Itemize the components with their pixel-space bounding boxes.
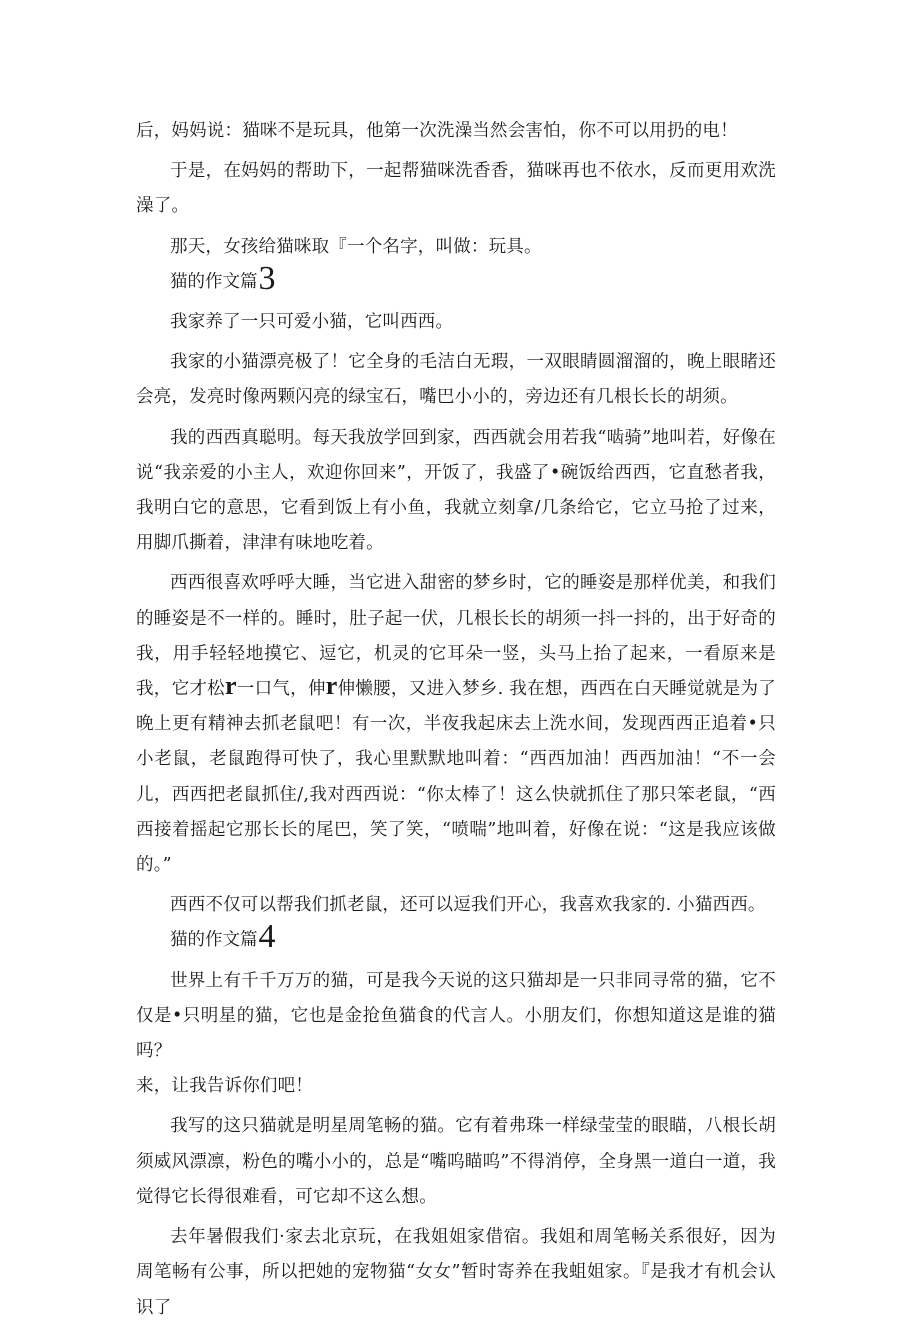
paragraph-3: 那天，女孩给猫咪取『一个名字，叫做：玩具。 xyxy=(170,236,542,257)
paragraph-12: 去年暑假我们·家去北京玩，在我姐姐家借宿。我姐和周笔畅关系很好，因为周笔畅有公事，所以把她的宠物猫“女女”暂时寄养在我蛆姐家。『是我才有机会认识了 xyxy=(136,1227,776,1318)
paragraph-5: 我家的小猫漂亮极了！它全身的毛洁白无瑕，一双眼睛圆溜溜的，晚上眼睹还会亮，发亮时像两颗闪亮的绿宝石，嘴巴小小的，旁边还有几根长长的胡须。 xyxy=(136,352,776,408)
paragraph-2: 于是，在妈妈的帮助下，一起帮猫咪洗香香，猫咪再也不依水，反而更用欢洗澡了。 xyxy=(136,161,776,217)
section-heading-label: 猫的作文篇 xyxy=(170,930,258,951)
paragraph-7-part-a: 西西很喜欢呼呼大睡，当它进入甜密的梦乡时，它的睡姿是那样优美，和我们的睡姿是不一样的。睡时，肚子起一伏，几根长长的胡须一抖一抖的，出于好奇的我，用手轻轻地摸它、逗它，机灵的它耳朵一竖，头马上抬了起来，一看原来是我，它才松 xyxy=(136,573,776,700)
section-heading-4 xyxy=(136,918,776,958)
paragraph-7 xyxy=(136,566,776,883)
paragraph-7-part-c: 伸懒腰，又进入梦乡. 我在想，西西在白天睡觉就是为了晚上更有精神去抓老鼠吧！有一次，半夜我起床去上洗水间，发现西西正追着•只小老鼠，老鼠跑得可快了，我心里默默地叫着：“西西加油！西西加油！“不一会儿，西西把老鼠抓住/,我对西西说：“你太棒了！这么快就抓住了那只笨老鼠，“西西接着摇起它那长长的尾巴，笑了笑，“喷喘”地叫着，好像在说：“这是我应该做的。” xyxy=(136,679,777,876)
document-page xyxy=(136,114,776,1326)
section-heading-label: 猫的作文篇 xyxy=(170,271,258,292)
paragraph-6: 我的西西真聪明。每天我放学回到家，西西就会用若我“啮骑”地叫若，好像在说“我亲爱的小主人，欢迎你回来”，开饭了，我盛了•碗饭给西西，它直愁者我，我明白它的意思，它看到饭上有小鱼，我就立刻拿/几条给它，它立马抢了过来，用脚爪撕着，津津有味地吃着。 xyxy=(136,427,776,554)
section-heading-3 xyxy=(136,259,776,300)
section-heading-number: 4 xyxy=(258,918,276,956)
paragraph-9: 世界上有千千万万的猫，可是我今天说的这只猫却是一只非同寻常的猫，它不仅是•只明星的猫，它也是金抢鱼猫食的代言人。小朋友们，你想知道这是谁的猫吗？ xyxy=(136,970,776,1062)
ocr-artifact-r-1: r xyxy=(224,671,237,701)
ocr-artifact-r-2: r xyxy=(325,671,338,701)
section-heading-number: 3 xyxy=(258,259,276,297)
paragraph-11: 我写的这只猫就是明星周笔畅的猫。它有着弗珠一样绿莹莹的眼瞄，八根长胡须威风漂凛，粉色的嘴小小的，总是“嘴呜瞄呜”不得消停，全身黑一道白一道，我觉得它长得很难看，可它却不这么想。 xyxy=(136,1116,776,1207)
paragraph-1: 后，妈妈说：猫咪不是玩具，他第一次洗澡当然会害怕，你不可以用扔的电！ xyxy=(136,121,738,141)
paragraph-10: 来，让我告诉你们吧！ xyxy=(136,1076,313,1097)
paragraph-8: 西西不仅可以帮我们抓老鼠，还可以逗我们开心，我喜欢我家的. 小猫西西。 xyxy=(170,895,766,916)
paragraph-7-part-b: 一口气，伸 xyxy=(236,679,326,700)
paragraph-4: 我家养了一只可爱小猫，它叫西西。 xyxy=(170,312,454,333)
